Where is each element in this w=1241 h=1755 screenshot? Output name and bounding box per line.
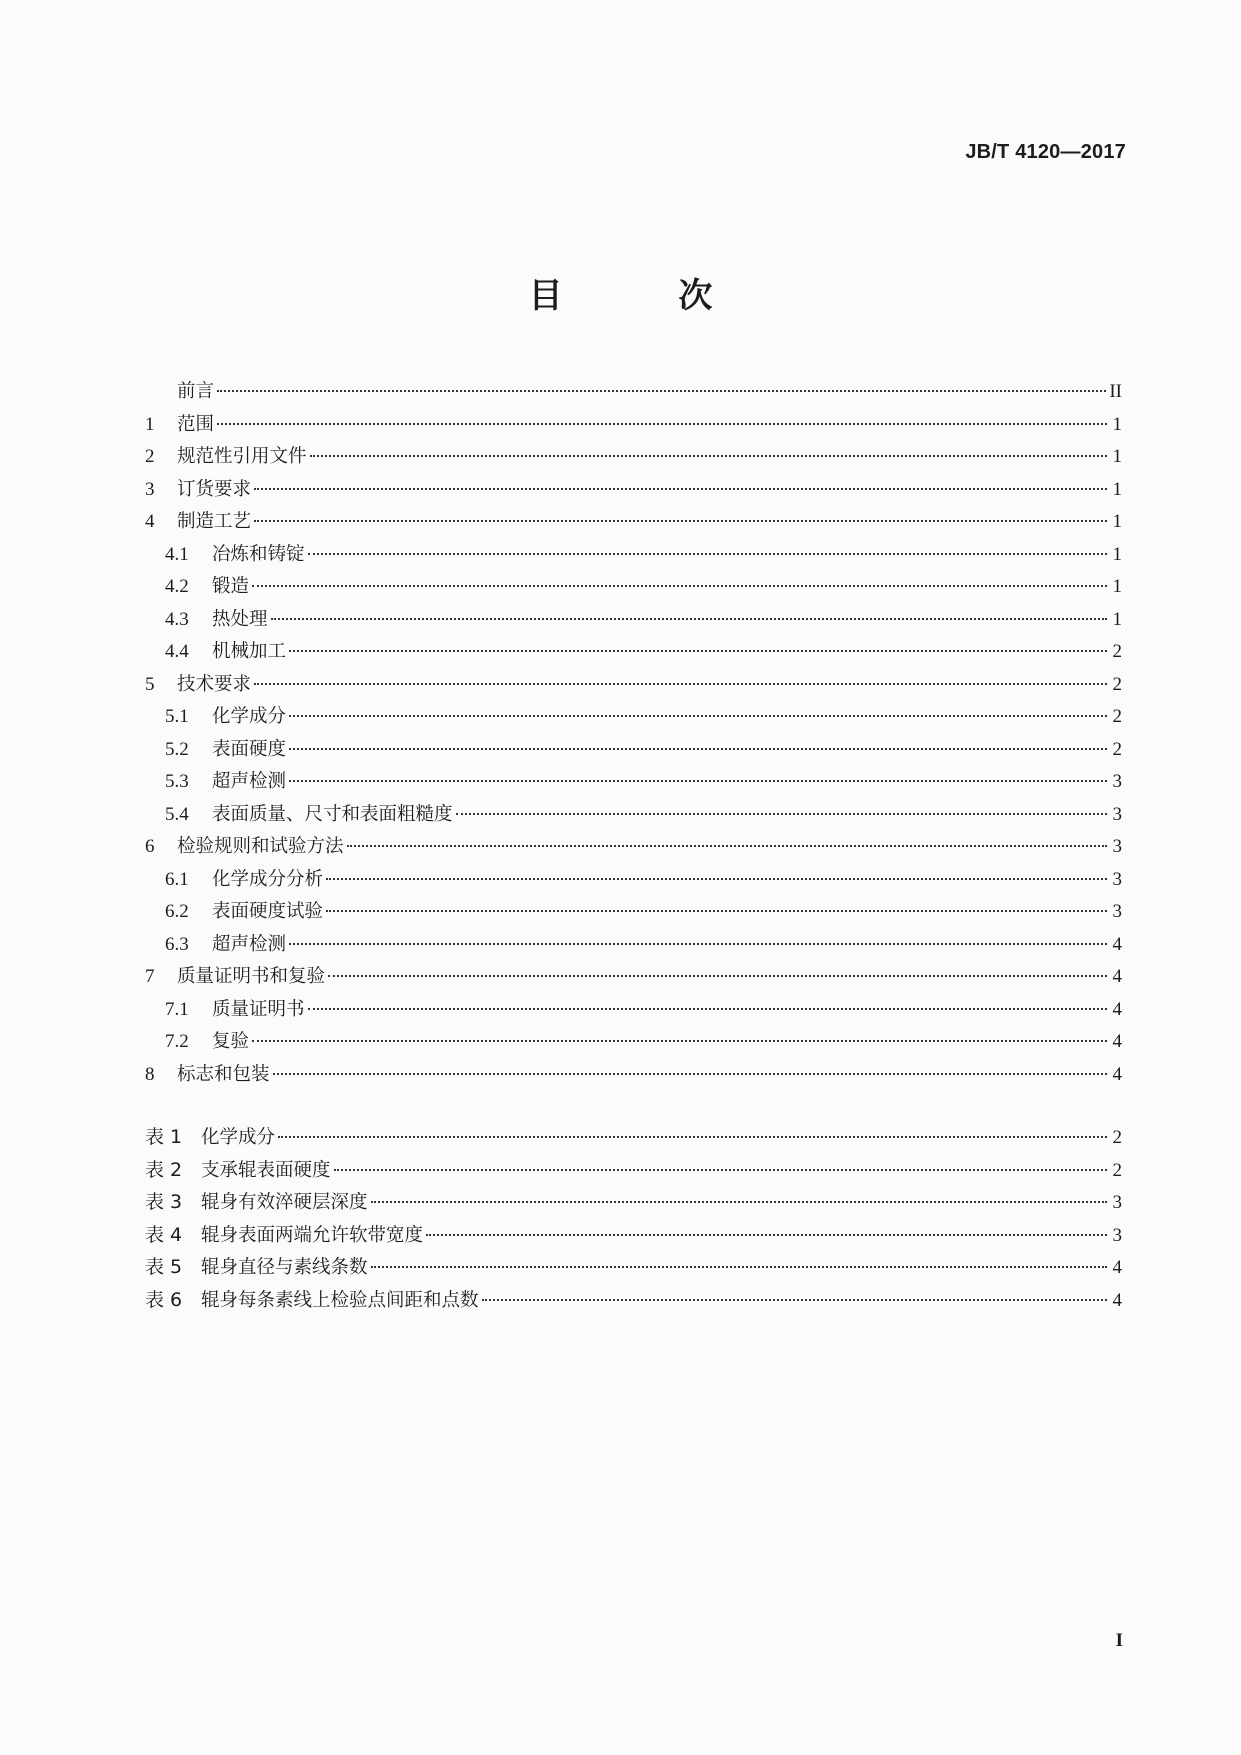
- table-of-contents: [145, 377, 1122, 1317]
- page-number: I: [1115, 1630, 1123, 1651]
- dot-leader: [252, 1040, 1107, 1042]
- toc-entry[interactable]: [145, 507, 1122, 540]
- dot-leader: [308, 1008, 1107, 1010]
- toc-entry-title: 范围: [177, 413, 215, 435]
- toc-entry[interactable]: [145, 962, 1122, 995]
- toc-entry-title: 超声检测: [212, 933, 287, 955]
- toc-entry[interactable]: [145, 735, 1122, 768]
- toc-entry-title: 化学成分分析: [212, 868, 324, 890]
- dot-leader: [254, 520, 1107, 522]
- toc-entry-page: 1: [1112, 543, 1122, 565]
- toc-entry-title: 热处理: [212, 608, 268, 630]
- toc-entry-page: 4: [1112, 1031, 1122, 1052]
- dot-leader: [371, 1266, 1107, 1268]
- document-code: JB/T 4120—2017: [965, 141, 1126, 163]
- dot-leader: [289, 715, 1107, 717]
- toc-spacer: [145, 1092, 1122, 1122]
- toc-entry-title: 冶炼和铸锭: [212, 543, 305, 565]
- dot-leader: [308, 553, 1107, 555]
- toc-entry-number: 6.3: [165, 933, 189, 955]
- toc-entry[interactable]: [145, 865, 1122, 898]
- toc-entry-title: 机械加工: [212, 641, 287, 662]
- toc-entry-title: 表面质量、尺寸和表面粗糙度: [212, 803, 453, 825]
- toc-entry-title: 辊身有效淬硬层深度: [201, 1192, 368, 1213]
- toc-entry-title: 质量证明书和复验: [177, 966, 326, 987]
- toc-entry-title: 辊身直径与素线条数: [201, 1257, 368, 1278]
- toc-entry-number: 表 6: [145, 1288, 183, 1311]
- toc-entry-page: 2: [1112, 706, 1122, 727]
- toc-entry-title: 化学成分: [201, 1127, 276, 1148]
- toc-entry-page: 3: [1112, 901, 1122, 922]
- toc-entry[interactable]: [145, 702, 1122, 735]
- toc-entry-page: 1: [1112, 413, 1122, 435]
- dot-leader: [334, 1169, 1107, 1171]
- toc-entry-page: 3: [1112, 868, 1122, 890]
- dot-leader: [426, 1234, 1107, 1236]
- toc-entry-number: 6.1: [165, 868, 189, 890]
- toc-table-entry[interactable]: [145, 1155, 1122, 1188]
- toc-entry-number: 7.1: [165, 998, 189, 1020]
- toc-entry-title: 化学成分: [212, 706, 287, 727]
- toc-entry[interactable]: [145, 540, 1122, 573]
- toc-entry-page: 4: [1112, 1063, 1122, 1085]
- toc-tables: [145, 1122, 1122, 1317]
- toc-entry-title: 表面硬度试验: [212, 901, 324, 922]
- toc-entry-number: 5.3: [165, 771, 189, 792]
- toc-entry-number: 4.2: [165, 576, 189, 597]
- dot-leader: [252, 585, 1107, 587]
- toc-entry-number: 4.3: [165, 608, 189, 630]
- toc-entry-number: 6.2: [165, 901, 189, 922]
- dot-leader: [326, 910, 1107, 912]
- toc-entry-number: 5.4: [165, 803, 189, 825]
- toc-entry[interactable]: [145, 1060, 1122, 1093]
- toc-entry[interactable]: [145, 800, 1122, 833]
- toc-entry-number: 表 2: [145, 1158, 183, 1181]
- dot-leader: [328, 975, 1107, 977]
- toc-entry[interactable]: [145, 442, 1122, 475]
- toc-table-entry[interactable]: [145, 1220, 1122, 1253]
- toc-entry-number: 5: [145, 673, 155, 695]
- dot-leader: [289, 780, 1107, 782]
- toc-entry-title: 检验规则和试验方法: [177, 836, 344, 857]
- toc-entry-number: 1: [145, 413, 155, 435]
- toc-table-entry[interactable]: [145, 1187, 1122, 1220]
- dot-leader: [278, 1136, 1107, 1138]
- toc-entry-number: 8: [145, 1063, 155, 1085]
- toc-entry-page: 3: [1112, 771, 1122, 792]
- page-title: 目 次: [528, 276, 765, 316]
- dot-leader: [254, 488, 1107, 490]
- toc-entry-title: 辊身每条素线上检验点间距和点数: [201, 1289, 479, 1311]
- toc-entry[interactable]: [145, 572, 1122, 605]
- toc-entry-title: 锻造: [212, 576, 250, 597]
- toc-entry-number: 表 5: [145, 1256, 183, 1278]
- toc-entry-number: 表 1: [145, 1126, 183, 1148]
- toc-entry-page: 3: [1112, 1224, 1122, 1246]
- toc-entry-page: 2: [1112, 1127, 1122, 1148]
- toc-entry-title: 复验: [212, 1031, 250, 1052]
- toc-table-entry[interactable]: [145, 1122, 1122, 1155]
- toc-entry[interactable]: [145, 377, 1122, 410]
- toc-entry-title: 技术要求: [177, 673, 252, 695]
- dot-leader: [217, 390, 1106, 392]
- toc-entry-number: 4: [145, 511, 155, 532]
- toc-sections: [145, 377, 1122, 1092]
- toc-entry-number: 5.1: [165, 706, 189, 727]
- toc-entry-title: 质量证明书: [212, 998, 305, 1020]
- toc-entry-number: 5.2: [165, 738, 189, 760]
- toc-entry[interactable]: [145, 995, 1122, 1028]
- dot-leader: [482, 1299, 1107, 1301]
- dot-leader: [273, 1073, 1107, 1075]
- toc-entry-page: 3: [1112, 1192, 1122, 1213]
- toc-entry-page: 4: [1112, 933, 1122, 955]
- toc-entry-page: 1: [1112, 511, 1122, 532]
- toc-entry-page: 2: [1112, 641, 1122, 662]
- toc-entry-number: 4.1: [165, 543, 189, 565]
- toc-table-entry[interactable]: [145, 1285, 1122, 1318]
- toc-entry-number: 6: [145, 836, 155, 857]
- toc-table-entry[interactable]: [145, 1252, 1122, 1285]
- toc-entry-number: 表 4: [145, 1223, 183, 1246]
- dot-leader: [326, 878, 1107, 880]
- toc-entry-title: 订货要求: [177, 478, 252, 500]
- toc-entry[interactable]: [145, 475, 1122, 508]
- toc-entry[interactable]: [145, 832, 1122, 865]
- dot-leader: [254, 683, 1107, 685]
- toc-entry-number: 2: [145, 446, 155, 467]
- dot-leader: [371, 1201, 1107, 1203]
- toc-entry-page: 1: [1112, 478, 1122, 500]
- toc-entry-title: 前言: [177, 381, 215, 402]
- toc-entry-page: 4: [1112, 1257, 1122, 1278]
- dot-leader: [456, 813, 1107, 815]
- dot-leader: [217, 423, 1107, 425]
- toc-entry-page: 3: [1112, 836, 1122, 857]
- toc-entry-page: 1: [1112, 446, 1122, 467]
- toc-entry-title: 辊身表面两端允许软带宽度: [201, 1224, 424, 1246]
- dot-leader: [289, 650, 1107, 652]
- toc-entry[interactable]: [145, 670, 1122, 703]
- toc-entry-page: 1: [1112, 576, 1122, 597]
- toc-entry-number: 7: [145, 966, 155, 987]
- dot-leader: [289, 943, 1107, 945]
- toc-entry-number: 4.4: [165, 641, 189, 662]
- toc-entry-page: 2: [1112, 673, 1122, 695]
- toc-entry-page: 4: [1112, 966, 1122, 987]
- dot-leader: [347, 845, 1107, 847]
- toc-entry[interactable]: [145, 1027, 1122, 1060]
- toc-entry[interactable]: [145, 605, 1122, 638]
- dot-leader: [310, 455, 1107, 457]
- toc-entry[interactable]: [145, 767, 1122, 800]
- toc-entry-page: 2: [1112, 1159, 1122, 1181]
- toc-entry-number: 表 3: [145, 1191, 183, 1213]
- toc-entry-title: 支承辊表面硬度: [201, 1159, 331, 1181]
- toc-entry[interactable]: [145, 897, 1122, 930]
- toc-entry-title: 制造工艺: [177, 511, 252, 532]
- toc-entry-number: 7.2: [165, 1031, 189, 1052]
- toc-entry[interactable]: [145, 637, 1122, 670]
- toc-entry-number: 3: [145, 478, 155, 500]
- toc-entry-title: 规范性引用文件: [177, 446, 307, 467]
- toc-entry-page: 1: [1112, 608, 1122, 630]
- toc-entry-page: 2: [1112, 738, 1122, 760]
- toc-entry[interactable]: [145, 930, 1122, 963]
- dot-leader: [289, 748, 1107, 750]
- toc-entry-page: II: [1109, 381, 1122, 402]
- toc-entry-title: 表面硬度: [212, 738, 287, 760]
- toc-entry-title: 标志和包装: [177, 1063, 270, 1085]
- dot-leader: [271, 618, 1107, 620]
- toc-entry[interactable]: [145, 410, 1122, 443]
- toc-entry-page: 4: [1112, 998, 1122, 1020]
- toc-entry-title: 超声检测: [212, 771, 287, 792]
- toc-entry-page: 3: [1112, 803, 1122, 825]
- toc-entry-page: 4: [1112, 1289, 1122, 1311]
